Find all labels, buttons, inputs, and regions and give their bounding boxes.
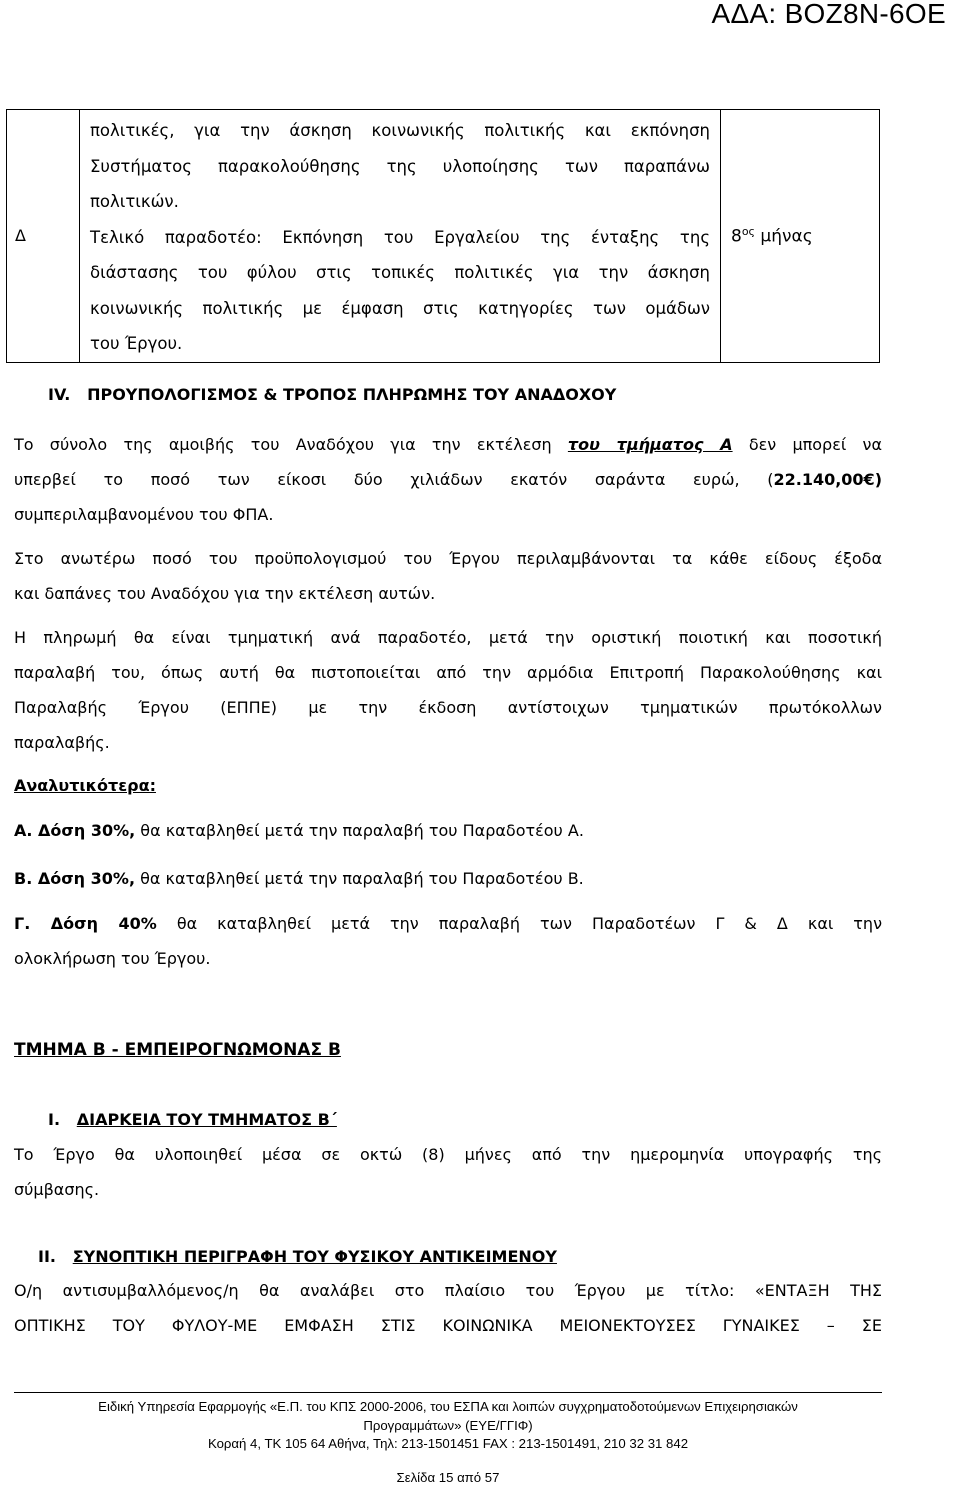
expenses-paragraph: [14, 541, 882, 611]
budget-amount: 22.140,00€): [773, 470, 882, 489]
description-line: πολιτικών.: [90, 192, 179, 211]
section-iv-heading: [48, 385, 868, 404]
footer-line: Ειδική Υπηρεσία Εφαρμογής «Ε.Π. του ΚΠΣ 2000-2006, του ΕΣΠΑ και λοιπών συγχρηματοδοτούμενων Επιχειρησιακών: [98, 1399, 798, 1414]
text-run: παραλαβής.: [14, 733, 110, 752]
installment-b: [14, 869, 882, 888]
delivery-month-number: 8: [731, 226, 742, 247]
page-number: Σελίδα 15 από 57: [396, 1470, 500, 1485]
duration-paragraph: [14, 1137, 882, 1207]
delivery-month-word: μήνας: [760, 226, 813, 247]
text-run: δεν μπορεί να: [748, 435, 883, 454]
installment-label: Β. Δόση 30%,: [14, 869, 136, 888]
deliverables-table: [6, 109, 880, 363]
text-run: και δαπάνες του Αναδόχου για την εκτέλεση αυτών.: [14, 584, 436, 603]
budget-paragraph: [14, 427, 882, 532]
payment-paragraph: [14, 620, 882, 760]
section-title: ΠΡΟΥΠΟΛΟΓΙΣΜΟΣ & ΤΡΟΠΟΣ ΠΛΗΡΩΜΗΣ ΤΟΥ ΑΝΑΔΟΧΟΥ: [87, 385, 617, 404]
installment-label: Γ. Δόση 40%: [14, 914, 157, 933]
ordinal-suffix: ος: [741, 224, 756, 238]
section-a-emphasis: του τμήματος Α: [567, 435, 733, 454]
section-b-i-heading: [48, 1110, 868, 1129]
footer-divider: [14, 1392, 882, 1393]
text-run: παραλαβή του, όπως αυτή θα πιστοποιείται από την αρμόδια Επιτροπή Παρακολούθησης και: [14, 663, 882, 682]
delivery-time: [721, 110, 880, 363]
description-line: Συστήματος παρακολούθησης της υλοποίησης των παραπάνω: [90, 156, 710, 176]
text-run: Η πληρωμή θα είναι τμηματική ανά παραδοτέο, μετά την οριστική ποιοτική και ποσοτική: [14, 628, 882, 647]
footer-address: [14, 1398, 882, 1454]
text-run: Το σύνολο της αμοιβής του Αναδόχου για την εκτέλεση: [14, 435, 552, 454]
ada-code: ΑΔΑ: ΒΟΖ8Ν-6ΟΕ: [711, 0, 946, 29]
description-line: διάστασης του φύλου στις τοπικές πολιτικές για την άσκηση: [90, 263, 710, 282]
description-line: κοινωνικής πολιτικής με έμφαση στις κατηγορίες των ομάδων: [90, 298, 710, 318]
text-run: Παραλαβής Έργου (ΕΠΠΕ) με την έκδοση αντίστοιχων τμηματικών πρωτόκολλων: [14, 698, 882, 717]
text-run: υπερβεί το ποσό των είκοσι δύο χιλιάδων εκατόν σαράντα ευρώ, (: [14, 470, 774, 489]
text-run: Στο ανωτέρω ποσό του προϋπολογισμού του Έργου περιλαμβάνονται τα κάθε είδους έξοδα: [14, 549, 882, 568]
section-title: ΣΥΝΟΠΤΙΚΗ ΠΕΡΙΓΡΑΦΗ ΤΟΥ ΦΥΣΙΚΟΥ ΑΝΤΙΚΕΙΜΕΝΟΥ: [72, 1247, 557, 1266]
installment-text: θα καταβληθεί μετά την παραλαβή του Παραδοτέου Β.: [135, 869, 584, 888]
text-run: ολοκλήρωση του Έργου.: [14, 949, 211, 968]
text-run: Το Έργο θα υλοποιηθεί μέσα σε οκτώ (8) μήνες από την ημερομηνία υπογραφής της: [14, 1145, 882, 1164]
section-number: II.: [38, 1247, 56, 1266]
text-run: ΟΠΤΙΚΗΣ ΤΟΥ ΦΥΛΟΥ-ΜΕ ΕΜΦΑΣΗ ΣΤΙΣ ΚΟΙΝΩΝΙΚΑ ΜΕΙΟΝΕΚΤΟΥΣΕΣ ΓΥΝΑΙΚΕΣ – ΣΕ: [14, 1316, 882, 1335]
description-line: Τελικό παραδοτέο: Εκπόνηση του Εργαλείου της ένταξης της: [90, 227, 710, 247]
section-number: IV.: [48, 385, 71, 404]
section-b-ii-heading: [38, 1247, 868, 1266]
section-title: ΔΙΑΡΚΕΙΑ ΤΟΥ ΤΜΗΜΑΤΟΣ Β΄: [76, 1110, 337, 1129]
footer-line: Κοραή 4, ΤΚ 105 64 Αθήνα, Τηλ: 213-1501451 FAX : 213-1501491, 210 32 31 842: [207, 1436, 689, 1451]
description-line: του Έργου.: [90, 334, 183, 353]
deliverable-description: [80, 110, 721, 363]
section-number: I.: [48, 1110, 61, 1129]
footer-line: Προγραμμάτων» (ΕΥΕ/ΓΓΙΦ): [363, 1417, 533, 1433]
installment-text: θα καταβληθεί μετά την παραλαβή των Παραδοτέων Γ & Δ και την: [156, 914, 882, 933]
installment-c: [14, 906, 882, 976]
details-heading: Αναλυτικότερα:: [14, 776, 156, 795]
scope-paragraph: [14, 1273, 882, 1343]
installment-a: [14, 821, 882, 840]
description-line: πολιτικές, για την άσκηση κοινωνικής πολιτικής και εκπόνηση: [90, 121, 710, 140]
deliverable-letter: Δ: [7, 110, 80, 363]
section-b-title: ΤΜΗΜΑ Β - ΕΜΠΕΙΡΟΓΝΩΜΟΝΑΣ Β: [14, 1040, 341, 1060]
text-run: συμπεριλαμβανομένου του ΦΠΑ.: [14, 505, 274, 524]
installment-text: θα καταβληθεί μετά την παραλαβή του Παραδοτέου Α.: [135, 821, 584, 840]
text-run: Ο/η αντισυμβαλλόμενος/η θα αναλάβει στο πλαίσιο του Έργου με τίτλο: «ΕΝΤΑΞΗ ΤΗΣ: [14, 1281, 882, 1300]
text-run: σύμβασης.: [14, 1180, 100, 1199]
installment-label: Α. Δόση 30%,: [14, 821, 136, 840]
table-row: [7, 110, 880, 363]
